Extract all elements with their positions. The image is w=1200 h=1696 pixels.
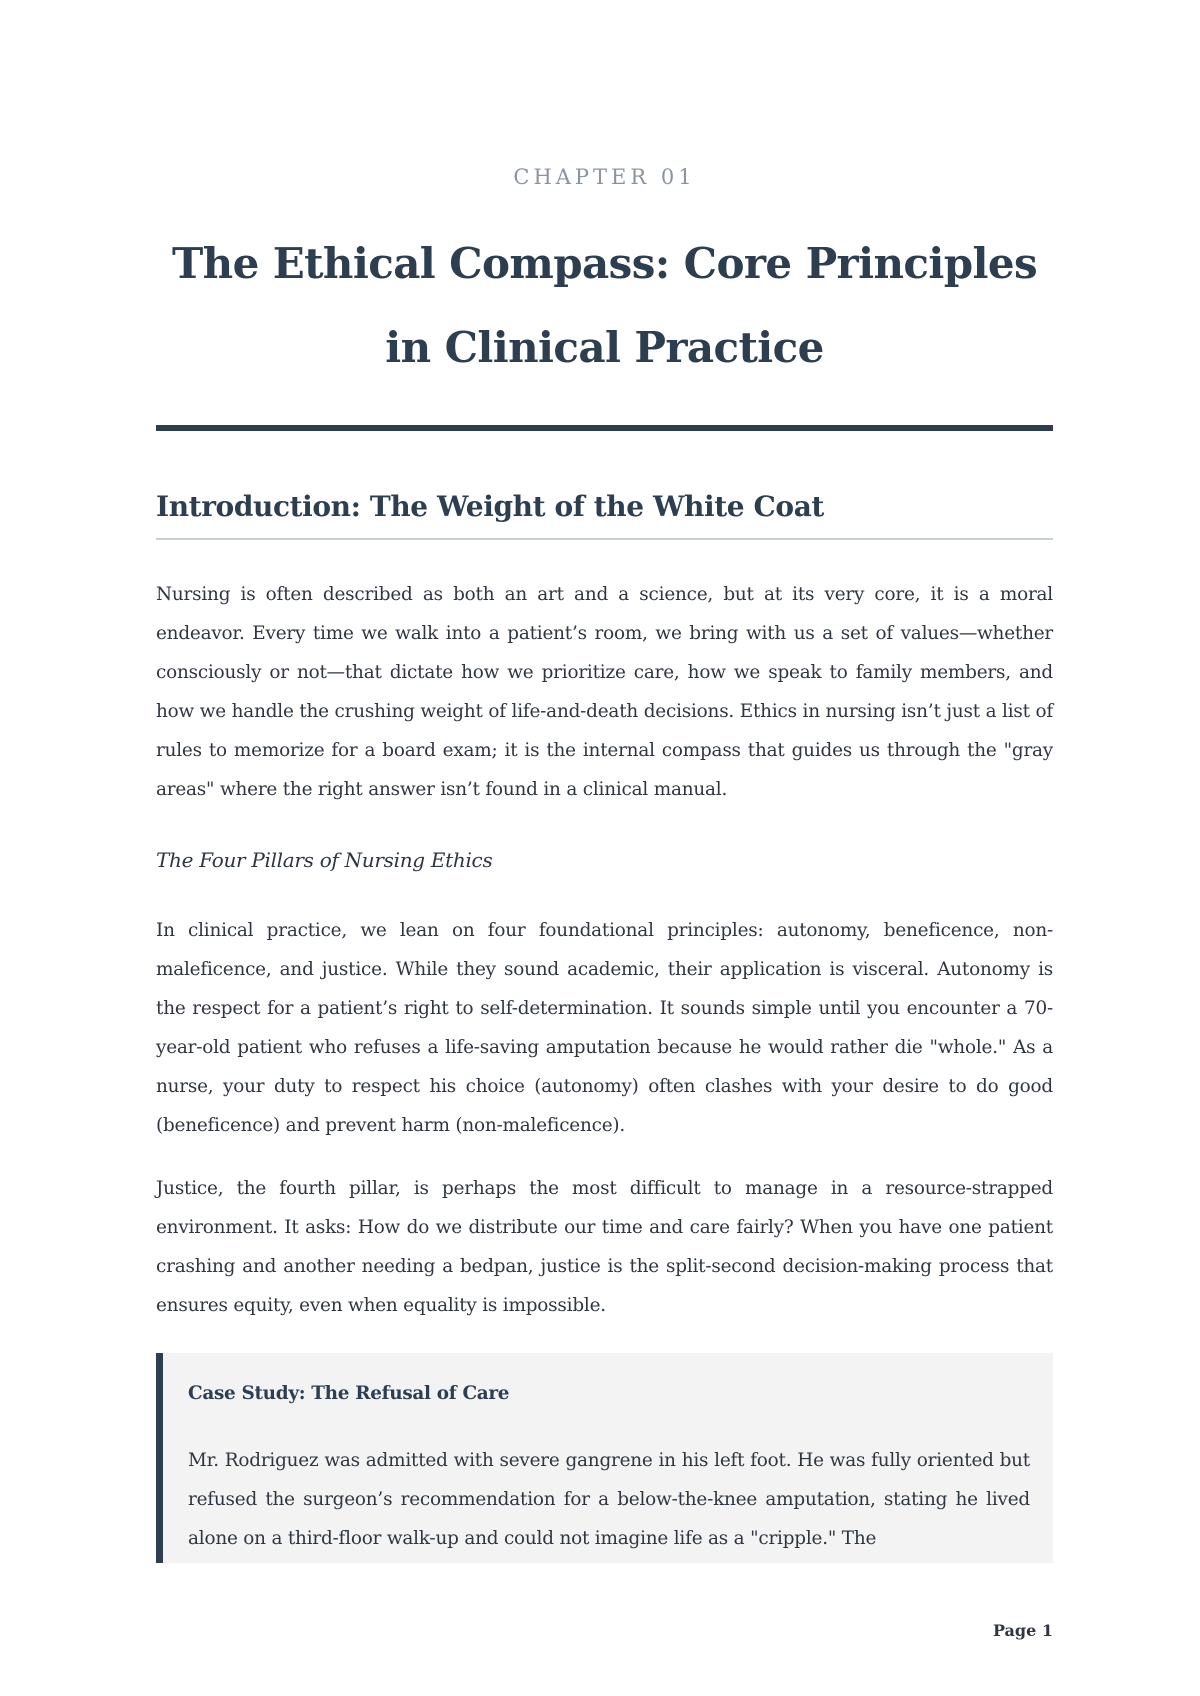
case-study-box bbox=[156, 1353, 1053, 1563]
introduction-paragraph: Nursing is often described as both an art and a science, but at its very core, it is a moral endeavor. Every time we walk into a patient’s room, we bring with us a set of values—whether consciously or not—that dictate how we prioritize care, how we speak to family members, and how we handle the crushing weight of life-and-death decisions. Ethics in nursing isn’t just a list of rules to memorize for a board exam; it is the internal compass that guides us through the "gray areas" where the right answer isn’t found in a clinical manual. bbox=[156, 584, 1053, 800]
case-study-text: Mr. Rodriguez was admitted with severe gangrene in his left foot. He was fully oriented but refused the surgeon’s recommendation for a below-the-knee amputation, stating he lived alone on a third-floor walk-up and could not imagine life as a "cripple." The bbox=[188, 1450, 1030, 1549]
pillars-paragraph-2: Justice, the fourth pillar, is perhaps the most difficult to manage in a resource-strapped environment. It asks: How do we distribute our time and care fairly? When you have one patient crashing and another needing a bedpan, justice is the split-second decision-making process that ensures equity, even when equality is impossible. bbox=[156, 1178, 1053, 1316]
chapter-title: The Ethical Compass: Core Principles in Clinical Practice bbox=[171, 239, 1037, 372]
section-heading-introduction: Introduction: The Weight of the White Coat bbox=[156, 490, 824, 523]
title-divider bbox=[156, 425, 1053, 431]
section-divider bbox=[156, 538, 1053, 540]
case-study-title: Case Study: The Refusal of Care bbox=[188, 1383, 510, 1404]
subheading-four-pillars: The Four Pillars of Nursing Ethics bbox=[156, 848, 493, 872]
pillars-paragraph-1: In clinical practice, we lean on four foundational principles: autonomy, beneficence, non-maleficence, and justice. While they sound academic, their application is visceral. Autonomy is the respect for a patient’s right to self-determination. It sounds simple until you encounter a 70-year-old patient who refuses a life-saving amputation because he would rather die "whole." As a nurse, your duty to respect his choice (autonomy) often clashes with your desire to do good (beneficence) and prevent harm (non-maleficence). bbox=[156, 920, 1053, 1136]
chapter-label: CHAPTER 01 bbox=[513, 165, 696, 189]
page-number: Page 1 bbox=[992, 1621, 1053, 1640]
document-page bbox=[156, 0, 1053, 1696]
